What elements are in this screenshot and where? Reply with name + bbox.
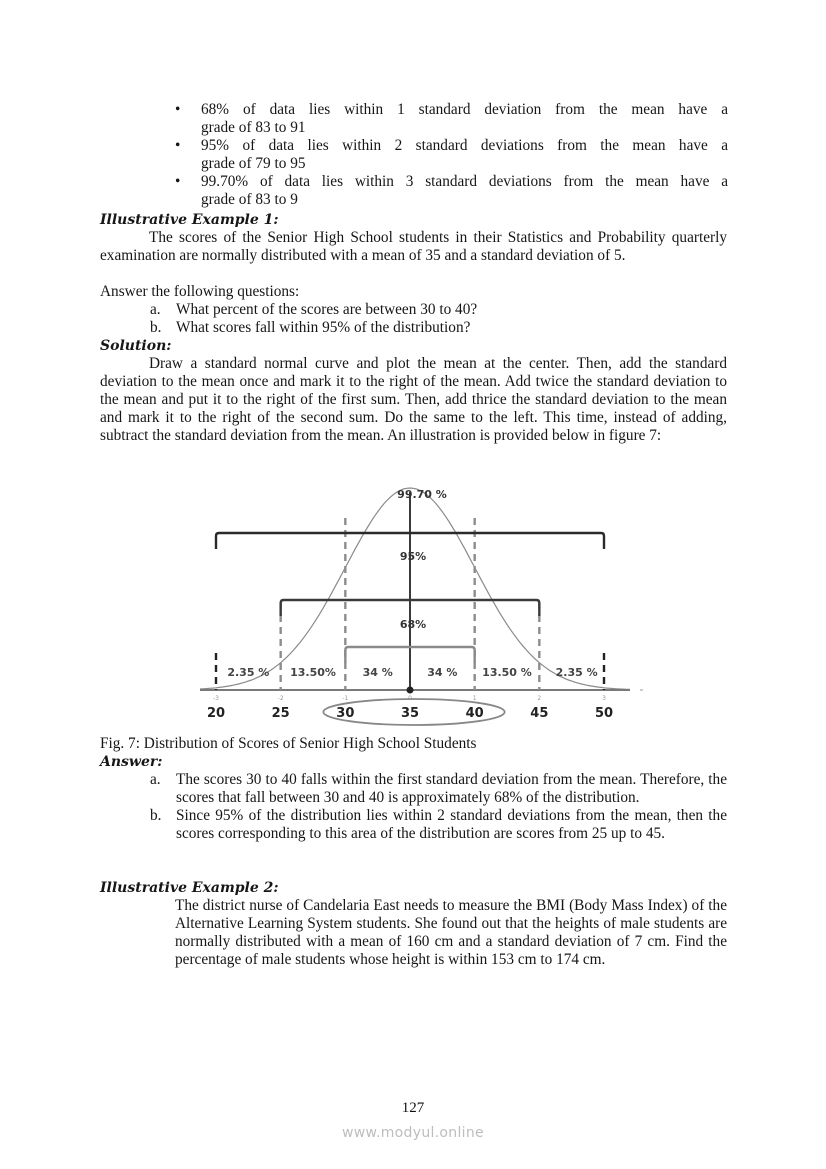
- z-tick-label: -2: [277, 695, 284, 702]
- region-percent-label: 2.35 %: [555, 666, 598, 679]
- z-tick-label: -3: [213, 695, 219, 702]
- region-percent-label: 2.35 %: [227, 666, 270, 679]
- solution-heading: Solution:: [100, 338, 172, 354]
- x-tick-label: 50: [594, 706, 614, 721]
- example1-questions: [150, 301, 730, 337]
- answer-text: The scores 30 to 40 falls within the first standard deviation from the mean. Therefore, the scores that fall between 30 and 40 is approximately 68% of the distribution.: [176, 771, 727, 806]
- bullet-text-line2: grade of 83 to 91: [201, 119, 306, 136]
- x-tick-label: 30: [336, 706, 355, 721]
- normal-curve: [200, 488, 630, 689]
- x-tick-label: 20: [206, 706, 226, 721]
- bullet-item: [175, 101, 728, 137]
- bullet-dot-icon: •: [175, 137, 181, 154]
- bullet-text-line1: 99.70% of data lies within 3 standard deviations from the mean have a: [201, 173, 728, 190]
- region-percent-label: 34 %: [427, 666, 458, 679]
- z-tick-label: 2: [537, 695, 542, 702]
- bullet-item: [175, 173, 728, 209]
- x-tick-label: 45: [530, 706, 549, 721]
- answer-text: Since 95% of the distribution lies within 2 standard deviations from the mean, then the scores corresponding to this area of the distribution are scores from 25 up to 45.: [176, 807, 727, 842]
- question-item: [150, 301, 730, 319]
- bracket-label: 95%: [399, 550, 427, 563]
- example2-paragraph: The district nurse of Candelaria East needs to measure the BMI (Body Mass Index) of the Alternative Learning System students. She found out that the heights of male students are normally distributed with a mean of 160 cm and a standard deviation of 7 cm. Find the percentage of male students whose height is within 153 cm to 174 cm.: [175, 897, 727, 968]
- region-percent-label: 13.50 %: [482, 666, 532, 679]
- x-tick-label: 40: [465, 706, 484, 721]
- bullet-list: [175, 101, 728, 209]
- figure-caption: Fig. 7: Distribution of Scores of Senior High School Students: [100, 735, 477, 752]
- z-tick-label: 3: [602, 695, 606, 702]
- normal-distribution-figure: [200, 478, 650, 728]
- bullet-text-line1: 95% of data lies within 2 standard deviations from the mean have a: [201, 137, 728, 154]
- question-text: What percent of the scores are between 30 to 40?: [176, 301, 478, 318]
- bracket-label: 99.70 %: [397, 488, 447, 501]
- answer-label: b.: [150, 807, 162, 824]
- question-text: What scores fall within 95% of the distribution?: [176, 319, 471, 336]
- watermark: www.modyul.online: [342, 1125, 484, 1141]
- answer-item: [150, 771, 727, 807]
- question-label: a.: [150, 301, 161, 318]
- bullet-text-line1: 68% of data lies within 1 standard deviation from the mean have a: [201, 101, 728, 118]
- bullet-text-line2: grade of 79 to 95: [201, 155, 306, 172]
- region-percent-label: 13.50%: [290, 666, 336, 679]
- answer-label: a.: [150, 771, 161, 788]
- bullet-dot-icon: •: [175, 101, 181, 118]
- question-label: b.: [150, 319, 162, 336]
- answer-item: [150, 807, 727, 843]
- region-percent-label: 34 %: [362, 666, 393, 679]
- mean-point: [407, 687, 414, 694]
- answer-list: [150, 771, 727, 843]
- bullet-item: [175, 137, 728, 173]
- z-tick-label: -1: [342, 695, 349, 702]
- bullet-dot-icon: •: [175, 173, 181, 190]
- example1-heading: Illustrative Example 1:: [100, 212, 279, 228]
- solution-paragraph: Draw a standard normal curve and plot the mean at the center. Then, add the standard deviation to the mean once and mark it to the right of the mean. Add twice the standard deviation to the mean and put it to the right of the first sum. Then, add thrice the standard deviation to the mean and mark it to the right of the second sum. Do the same to the left. This time, instead of adding, subtract the standard deviation from the mean. An illustration is provided below in figure 7:: [100, 355, 727, 444]
- z-tick-label: 0: [408, 695, 412, 702]
- example2-heading: Illustrative Example 2:: [100, 880, 279, 896]
- example1-paragraph: The scores of the Senior High School students in their Statistics and Probability quarterly examination are normally distributed with a mean of 35 and a standard deviation of 5.: [100, 229, 727, 264]
- bracket-label: 68%: [399, 618, 427, 631]
- answer-heading: Answer:: [100, 754, 163, 770]
- x-tick-label: 25: [271, 706, 290, 721]
- bullet-text-line2: grade of 83 to 9: [201, 191, 298, 208]
- question-item: [150, 319, 730, 337]
- x-tick-label: 35: [400, 706, 420, 721]
- z-tick-label: 1: [472, 695, 477, 702]
- example1-prompt: Answer the following questions:: [100, 283, 300, 300]
- page-number: 127: [401, 1100, 425, 1116]
